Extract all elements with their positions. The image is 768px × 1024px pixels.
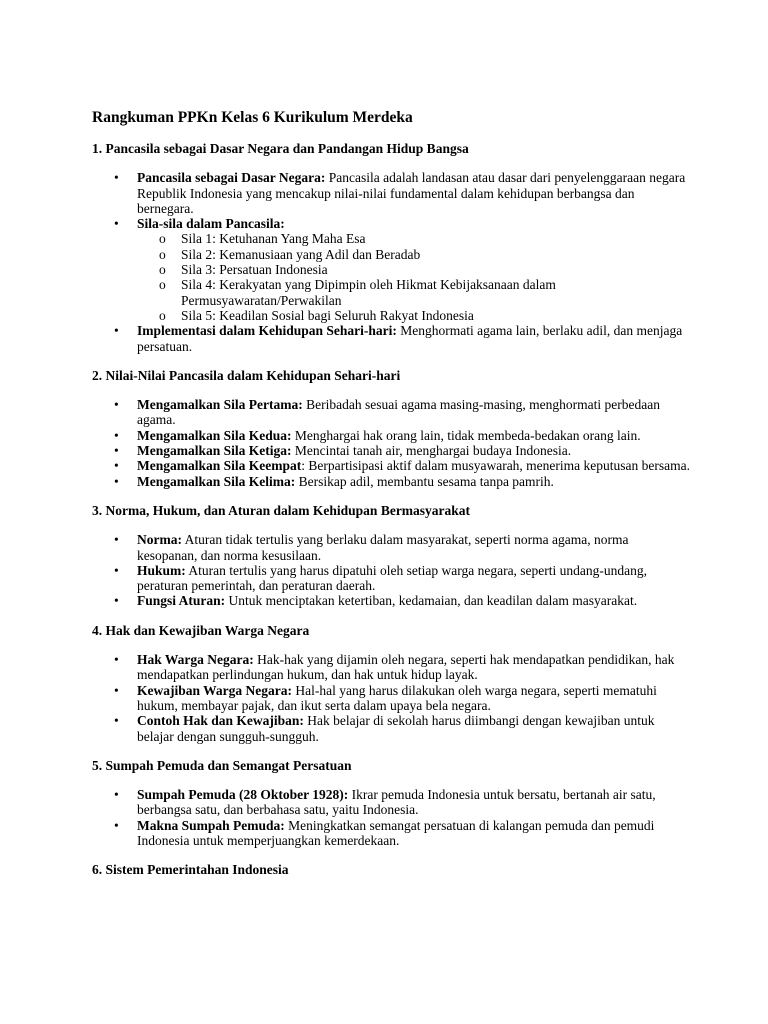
list-item [92, 818, 692, 849]
section-4-list [92, 652, 692, 744]
section-heading-2: 2. Nilai-Nilai Pancasila dalam Kehidupan Sehari-hari [92, 367, 401, 383]
list-item [92, 428, 692, 443]
list-item [92, 593, 692, 608]
list-item [92, 652, 692, 683]
item-text: Hal-hal yang harus dilakukan oleh warga negara, seperti mematuhi hukum, membayar pajak, dan ikut serta dalam upaya bela negara. [137, 682, 657, 713]
item-text: Mencintai tanah air, menghargai budaya Indonesia. [291, 443, 572, 459]
list-item [92, 683, 692, 714]
sila-sublist [137, 231, 692, 323]
list-item [92, 563, 692, 594]
item-text: Ikrar pemuda Indonesia untuk bersatu, bertanah air satu, berbangsa satu, dan berbahasa satu, yaitu Indonesia. [137, 787, 656, 818]
section-heading-1: 1. Pancasila sebagai Dasar Negara dan Pandangan Hidup Bangsa [92, 141, 469, 156]
item-label: Norma: [137, 532, 182, 548]
list-item [92, 474, 692, 489]
item-label: Mengamalkan Sila Keempat [137, 458, 302, 474]
item-label: Implementasi dalam Kehidupan Sehari-hari: [137, 323, 397, 339]
item-label: Hak Warga Negara: [137, 652, 254, 668]
item-label: Sila-sila dalam Pancasila: [137, 216, 285, 232]
item-text: Aturan tidak tertulis yang berlaku dalam masyarakat, seperti norma agama, norma kesopanan, dan norma kesusilaan. [137, 532, 629, 563]
section-3-list [92, 532, 692, 608]
list-item [92, 323, 692, 354]
item-text: Bersikap adil, membantu sesama tanpa pamrih. [295, 473, 554, 489]
item-text: Untuk menciptakan ketertiban, kedamaian, dan keadilan dalam masyarakat. [225, 593, 638, 609]
item-text: Hak belajar di sekolah harus diimbangi dengan kewajiban untuk belajar dengan sungguh-sungguh. [137, 713, 655, 744]
document-page [92, 109, 692, 878]
item-label: Kewajiban Warga Negara: [137, 682, 292, 698]
item-label: Makna Sumpah Pemuda: [137, 817, 285, 833]
item-label: Pancasila sebagai Dasar Negara: [137, 170, 326, 186]
item-text: Aturan tertulis yang harus dipatuhi oleh setiap warga negara, seperti undang-undang, peraturan pemerintah, dan peraturan daerah. [137, 562, 648, 594]
item-label: Mengamalkan Sila Kedua: [137, 427, 292, 443]
item-label: Hukum: [137, 562, 186, 578]
list-item [92, 397, 692, 428]
list-item [92, 443, 692, 458]
list-item [92, 170, 692, 216]
sub-list-item: o Sila 4: Kerakyatan yang Dipimpin oleh Hikmat Kebijaksanaan dalam Permusyawaratan/Perwakilan [137, 277, 692, 308]
section-1-list [92, 170, 692, 354]
sub-list-item: o Sila 3: Persatuan Indonesia [137, 262, 692, 277]
item-label: Sumpah Pemuda (28 Oktober 1928): [137, 787, 349, 803]
list-item [92, 532, 692, 563]
document-title: Rangkuman PPKn Kelas 6 Kurikulum Merdeka [92, 109, 413, 126]
item-label: Mengamalkan Sila Ketiga: [137, 443, 292, 459]
item-label: Fungsi Aturan: [137, 593, 226, 609]
item-label: Contoh Hak dan Kewajiban: [137, 713, 304, 729]
list-item [92, 713, 692, 744]
section-heading-4: 4. Hak dan Kewajiban Warga Negara [92, 622, 310, 638]
section-heading-6: 6. Sistem Pemerintahan Indonesia [92, 862, 289, 878]
section-2-list [92, 397, 692, 489]
item-text: Menghargai hak orang lain, tidak membeda-bedakan orang lain. [291, 427, 641, 443]
item-label: Mengamalkan Sila Pertama: [137, 397, 303, 413]
section-heading-5: 5. Sumpah Pemuda dan Semangat Persatuan [92, 757, 352, 773]
sub-list-item: o Sila 5: Keadilan Sosial bagi Seluruh Rakyat Indonesia [137, 308, 692, 323]
list-item [92, 787, 692, 818]
item-text: : Berpartisipasi aktif dalam musyawarah, menerima keputusan bersama. [301, 458, 690, 474]
sub-list-item: o Sila 1: Ketuhanan Yang Maha Esa [137, 231, 692, 246]
list-item [92, 458, 692, 473]
item-text: Beribadah sesuai agama masing-masing, menghormati perbedaan agama. [137, 397, 660, 428]
sub-list-item: o Sila 2: Kemanusiaan yang Adil dan Beradab [137, 247, 692, 262]
item-text: Hak-hak yang dijamin oleh negara, seperti hak mendapatkan pendidikan, hak mendapatkan perlindungan hukum, dan hak untuk hidup layak. [137, 652, 675, 683]
item-text: Meningkatkan semangat persatuan di kalangan pemuda dan pemudi Indonesia untuk memperjuangkan kemerdekaan. [137, 817, 655, 848]
item-text: Menghormati agama lain, berlaku adil, dan menjaga persatuan. [137, 323, 683, 354]
item-text: Pancasila adalah landasan atau dasar dari penyelenggaraan negara Republik Indonesia yang mencakup nilai-nilai fundamental dalam kehidupan berbangsa dan bernegara. [137, 170, 686, 216]
section-heading-3: 3. Norma, Hukum, dan Aturan dalam Kehidupan Bermasyarakat [92, 502, 471, 518]
list-item [92, 216, 692, 323]
section-5-list [92, 787, 692, 848]
item-label: Mengamalkan Sila Kelima: [137, 473, 296, 489]
